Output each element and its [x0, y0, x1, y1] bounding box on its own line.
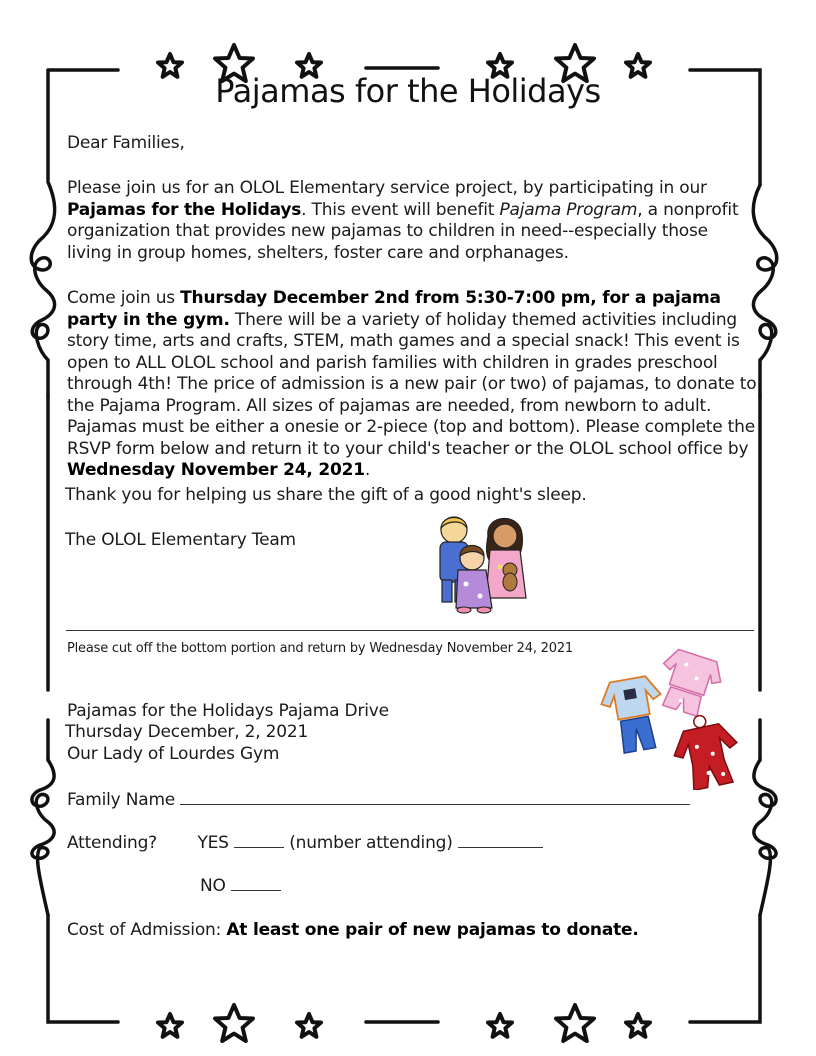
details-end: .: [364, 460, 371, 480]
attending-row: [67, 833, 543, 855]
intro-text-1: Please join us for an OLOL Elementary service project, by participating in our: [67, 178, 707, 198]
cost-label: Cost of Admission:: [67, 920, 227, 940]
yes-label: YES: [197, 833, 229, 853]
page-title: Pajamas for the Holidays: [215, 72, 601, 110]
signature: The OLOL Elementary Team: [65, 530, 296, 550]
form-event-location: Our Lady of Lourdes Gym: [67, 744, 280, 764]
greeting: Dear Families,: [67, 133, 185, 153]
form-event-date: Thursday December, 2, 2021: [65, 722, 309, 742]
intro-text-3: , a nonprofit organization that provides new pajamas to children in need--especially those living in group homes, shelters, foster care and orphanages.: [67, 199, 739, 263]
cost-value: At least one pair of new pajamas to donate.: [226, 920, 639, 940]
intro-text-2: . This event will benefit: [301, 199, 500, 220]
number-attending-field[interactable]: [458, 833, 543, 848]
thank-you-line: Thank you for helping us share the gift of a good night's sleep.: [65, 485, 587, 505]
attending-label: Attending?: [67, 833, 157, 853]
number-attending-label: (number attending): [289, 833, 453, 853]
intro-paragraph: [67, 178, 757, 264]
details-paragraph: [67, 288, 757, 482]
family-name-field[interactable]: [180, 790, 690, 805]
family-name-label: Family Name: [67, 790, 176, 810]
program-name: Pajama Program: [499, 199, 638, 220]
cost-of-admission: [67, 920, 639, 942]
details-body: There will be a variety of holiday themed activities including story time, arts and crafts, STEM, math games and a special snack! This event is open to ALL OLOL school and parish families with children in grades preschool through 4th! The price of admission is a new pair (or two) of pajamas, to donate to the Pajama Program. All sizes of pajamas are needed, from newborn to adult. Pajamas must be either a onesie or 2-piece (top and bottom). Please complete the RSVP form below and return it to your child's teacher or the OLOL school office by: [67, 309, 757, 459]
no-field[interactable]: [231, 876, 281, 891]
event-name: Pajamas for the Holidays: [67, 199, 302, 220]
cut-instruction: Please cut off the bottom portion and return by Wednesday November 24, 2021: [67, 641, 573, 656]
form-event-title: Pajamas for the Holidays Pajama Drive: [67, 701, 389, 721]
cut-line: [66, 630, 754, 631]
event-date-location: Thursday December 2nd from 5:30-7:00 pm, for a pajama party in the gym.: [67, 288, 721, 330]
details-lead: Come join us: [67, 288, 181, 308]
rsvp-deadline: Wednesday November 24, 2021: [67, 460, 365, 480]
pajamas-illustration: [600, 645, 745, 790]
no-label: NO: [200, 876, 226, 896]
family-name-row: [67, 790, 690, 812]
yes-field[interactable]: [234, 833, 284, 848]
kids-in-pajamas-illustration: [430, 512, 535, 614]
no-row: [200, 876, 281, 898]
